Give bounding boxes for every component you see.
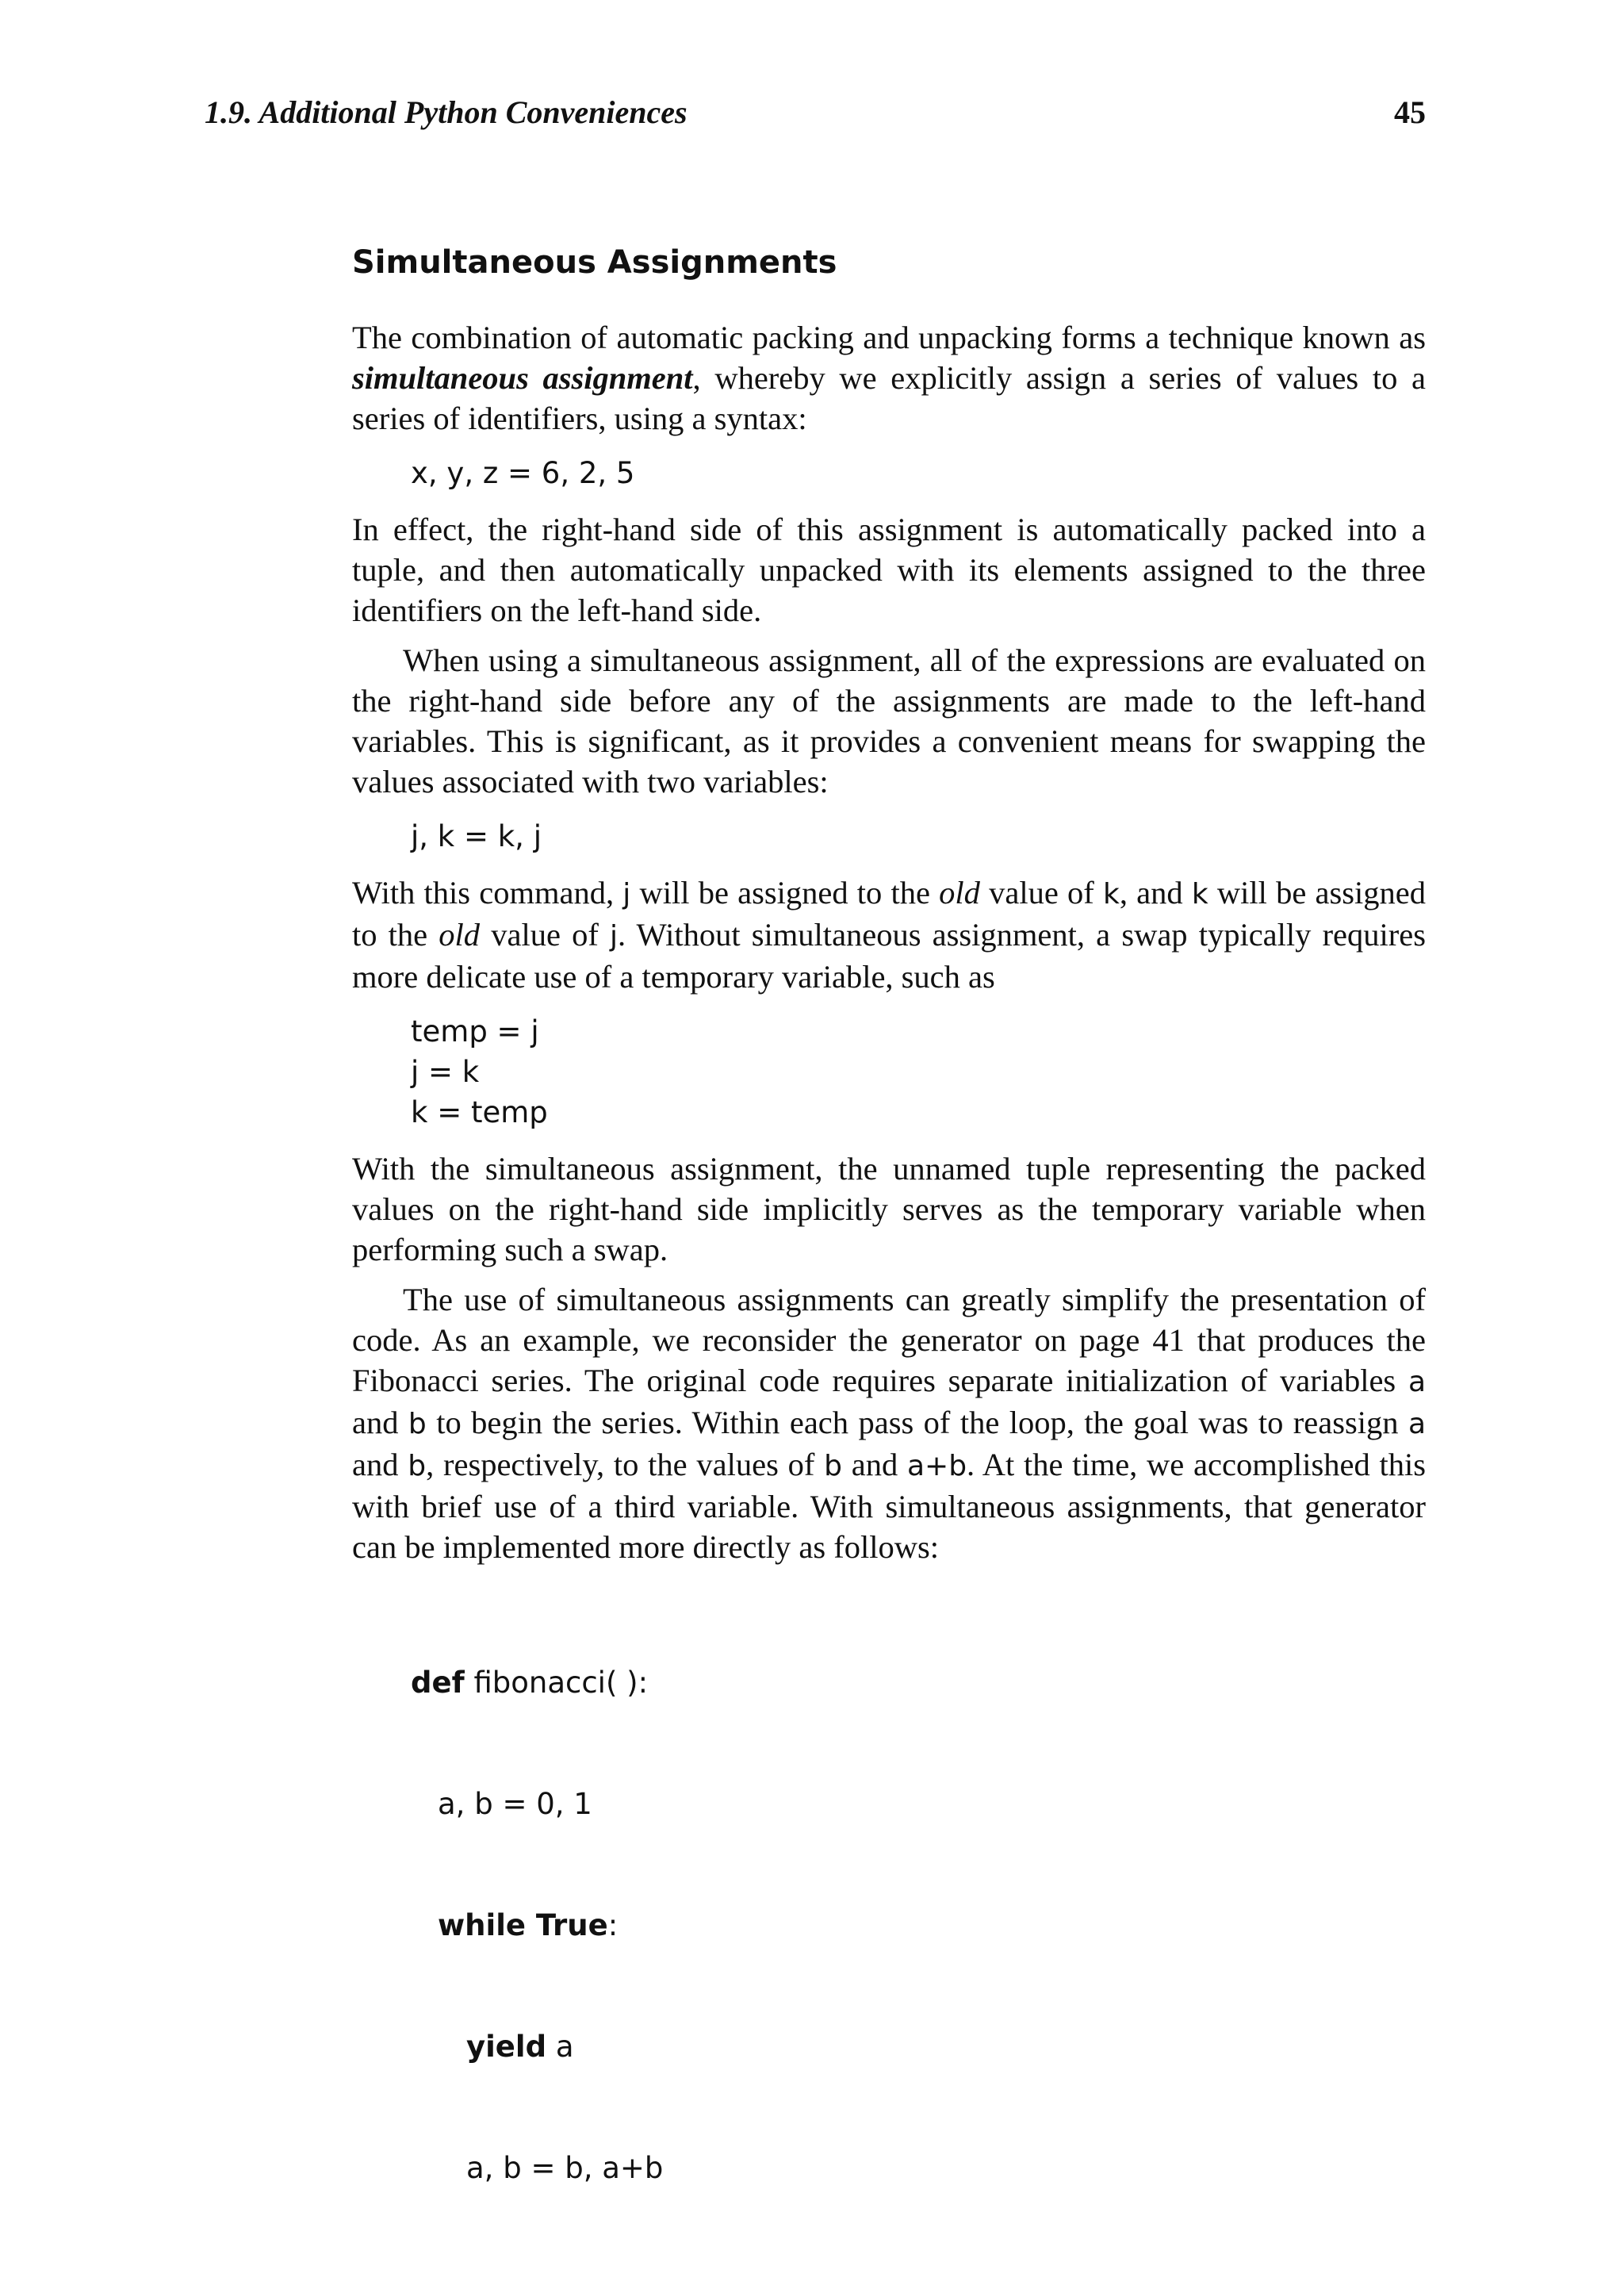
defined-term: simultaneous assignment (352, 360, 693, 396)
p4-text: will be assigned to the (630, 875, 940, 911)
p4-text: . Without simultaneous assignment, a swap typically requires more delicate use of a temporary variable, such as (352, 917, 1427, 995)
code-line: j = k (411, 1055, 480, 1089)
code-text: fibonacci( ): (464, 1666, 649, 1700)
inline-code: a+b (906, 1450, 967, 1482)
code-block-1 (411, 453, 1426, 493)
p6-text: and (352, 1447, 408, 1482)
inline-code: a (1408, 1366, 1426, 1398)
code-line (411, 1662, 1426, 1703)
p1-text-a: The combination of automatic packing and unpacking forms a technique known as (352, 320, 1426, 355)
code-line (411, 1905, 1426, 1946)
running-header (205, 89, 1426, 136)
inline-code: k (1191, 878, 1208, 911)
section-heading: Simultaneous Assignments (352, 244, 837, 281)
inline-code: j (622, 878, 631, 911)
inline-code: b (408, 1450, 427, 1482)
code-line: temp = j (411, 1014, 539, 1049)
keyword: def (411, 1666, 465, 1700)
code-line: k = temp (411, 1095, 548, 1129)
p4-text: value of (480, 917, 610, 953)
paragraph-5: With the simultaneous assignment, the unnamed tuple representing the packed values on the right-hand side implicitly serves as the temporary variable when performing such a swap. (352, 1151, 1426, 1267)
inline-code: k (1102, 878, 1120, 911)
p6-text: to begin the series. Within each pass of the loop, the goal was to reassign (426, 1405, 1408, 1440)
p4-text: will be assigned to the (352, 875, 1426, 953)
code-block-3 (411, 1011, 1426, 1133)
p4-text: value of (979, 875, 1103, 911)
code-line: a, b = 0, 1 (438, 1787, 592, 1821)
emphasis: old (939, 875, 980, 911)
inline-code: a (1408, 1408, 1426, 1440)
main-column (352, 238, 1426, 2285)
paragraph-3: When using a simultaneous assignment, all of the expressions are evaluated on the right-hand side before any of the assignments are made to the left-hand variables. This is significant, as it provides a convenient means for swapping the values associated with two variables: (352, 642, 1426, 799)
paragraph-1 (352, 317, 1426, 439)
paragraph-6 (352, 1279, 1426, 1567)
emphasis: old (439, 917, 481, 953)
p6-text: . At the time, we accomplished this with brief use of a third variable. With simultaneous assignments, that generator can be implemented more directly as follows: (352, 1447, 1426, 1565)
p4-text: , and (1119, 875, 1192, 911)
inline-code: j (609, 920, 618, 953)
p6-text: and (352, 1405, 408, 1440)
code-text: : (607, 1908, 619, 1942)
running-title: 1.9. Additional Python Conveniences (205, 94, 688, 130)
inline-code: b (824, 1450, 842, 1482)
p6-text: and (841, 1447, 907, 1482)
paragraph-2: In effect, the right-hand side of this assignment is automatically packed into a tuple, and then automatically unpacked with its elements assigned to the three identifiers on the left-hand side. (352, 512, 1426, 628)
p4-text: With this command, (352, 875, 623, 911)
keyword: while True (438, 1908, 608, 1942)
code-line: a, b = b, a+b (466, 2151, 664, 2185)
code-line: j, k = k, j (411, 819, 542, 853)
keyword: yield (466, 2030, 547, 2064)
code-line (411, 2026, 1426, 2067)
code-block-4 (411, 1581, 1426, 2269)
p1-text-b: , whereby we explicitly assign a series of values to a series of identifiers, using a syntax: (352, 360, 1426, 436)
code-line: x, y, z = 6, 2, 5 (411, 456, 635, 490)
inline-code: b (408, 1408, 427, 1440)
paragraph-4 (352, 872, 1426, 997)
code-block-2 (411, 816, 1426, 857)
p6-text: The use of simultaneous assignments can greatly simplify the presentation of code. As an example, we reconsider the generator on page 41 that produces the Fibonacci series. The original code requires separate initialization of variables (352, 1282, 1426, 1398)
code-text: a (546, 2030, 574, 2064)
page-number: 45 (1394, 94, 1426, 130)
p6-text: , respectively, to the values of (426, 1447, 825, 1482)
